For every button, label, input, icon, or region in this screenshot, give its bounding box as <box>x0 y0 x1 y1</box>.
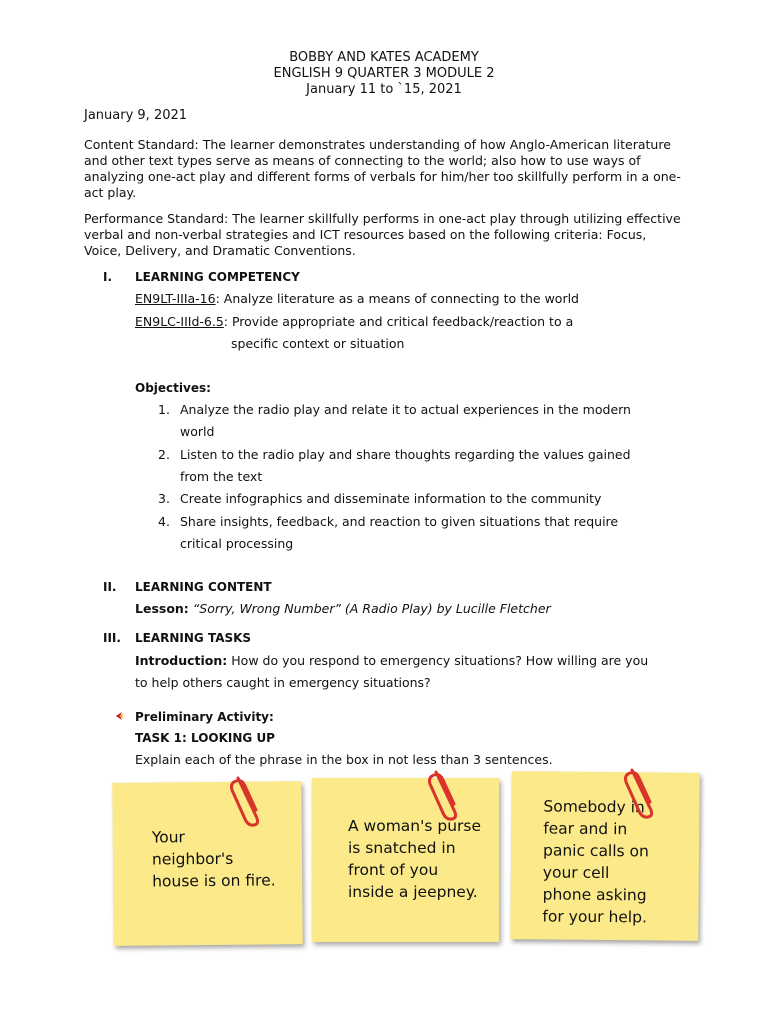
content-standard: Content Standard: The learner demonstrates understanding of how Anglo-American literature and other text types serve as means of connecting to the world; also how to use ways of analyzing one-act play and different forms of verbals for him/her too skillfully perform in a one-act play. <box>84 137 681 200</box>
introduction-label: Introduction: <box>135 653 228 668</box>
document-header <box>0 50 768 98</box>
sticky-note <box>510 771 699 941</box>
section-3-number: III. <box>103 631 121 645</box>
section-1-title: LEARNING COMPETENCY <box>135 270 300 284</box>
section-2-title: LEARNING CONTENT <box>135 580 272 594</box>
module-title: ENGLISH 9 QUARTER 3 MODULE 2 <box>273 66 495 81</box>
sticky-note <box>312 778 499 942</box>
section-1-number: I. <box>103 270 113 284</box>
objective-text: Create infographics and disseminate information to the community <box>180 491 602 506</box>
sticky-note-text: Your neighbor's house is on fire. <box>151 828 276 891</box>
section-2-number: II. <box>103 580 117 594</box>
objective-text: Share insights, feedback, and reaction to given situations that require critical processing <box>180 514 619 551</box>
competency-2 <box>135 311 573 333</box>
competency-2-text: : Provide appropriate and critical feedback/reaction to a <box>223 314 574 329</box>
introduction-line <box>135 650 648 672</box>
document-date: January 9, 2021 <box>84 108 188 123</box>
section-3-title: LEARNING TASKS <box>135 631 252 645</box>
objective-text: Analyze the radio play and relate it to actual experiences in the modern world <box>180 402 631 439</box>
performance-standard: Performance Standard: The learner skillfully performs in one-act play through utilizing effective verbal and non-verbal strategies and ICT resources based on the following criteria: Focus, Voice, Delivery, and Dramatic Conventions. <box>84 211 681 258</box>
objective-item <box>158 511 638 555</box>
module-dates: January 11 to `15, 2021 <box>306 82 462 97</box>
competency-1-text: : Analyze literature as a means of connecting to the world <box>215 291 579 306</box>
arrow-bullet-icon <box>116 712 124 720</box>
sticky-note <box>112 781 302 946</box>
paperclip-icon <box>424 764 458 822</box>
paperclip-icon <box>620 762 654 820</box>
competency-1-code: EN9LT-IIIa-16 <box>135 291 216 306</box>
competency-2-code: EN9LC-IIId-6.5 <box>135 314 224 329</box>
lesson-line <box>135 598 551 620</box>
task-instruction: Explain each of the phrase in the box in not less than 3 sentences. <box>135 752 553 767</box>
paperclip-icon <box>226 770 260 828</box>
objective-number: 3. <box>158 491 170 506</box>
introduction-text: How do you respond to emergency situations? How willing are you <box>231 653 649 668</box>
objective-item <box>158 488 638 510</box>
sticky-note-text: A woman's purse is snatched in front of you inside a jeepney. <box>348 817 482 901</box>
preliminary-activity-label: Preliminary Activity: <box>135 710 274 724</box>
sticky-note-text: Somebody in fear and in panic calls on your cell phone asking for your help. <box>542 797 649 927</box>
objective-text: Listen to the radio play and share thoughts regarding the values gained from the text <box>180 447 631 484</box>
objective-number: 4. <box>158 514 170 529</box>
lesson-label: Lesson: <box>135 601 189 616</box>
objectives-title: Objectives: <box>135 381 211 395</box>
objective-item <box>158 444 638 488</box>
objective-number: 2. <box>158 447 170 462</box>
lesson-title: “Sorry, Wrong Number” (A Radio Play) by Lucille Fletcher <box>192 601 551 616</box>
school-name: BOBBY AND KATES ACADEMY <box>289 50 479 65</box>
competency-2-continued: specific context or situation <box>231 336 405 351</box>
objective-item <box>158 399 638 443</box>
objective-number: 1. <box>158 402 170 417</box>
introduction-continued: to help others caught in emergency situations? <box>135 675 431 690</box>
competency-1 <box>135 288 579 310</box>
task-title: TASK 1: LOOKING UP <box>135 731 275 745</box>
